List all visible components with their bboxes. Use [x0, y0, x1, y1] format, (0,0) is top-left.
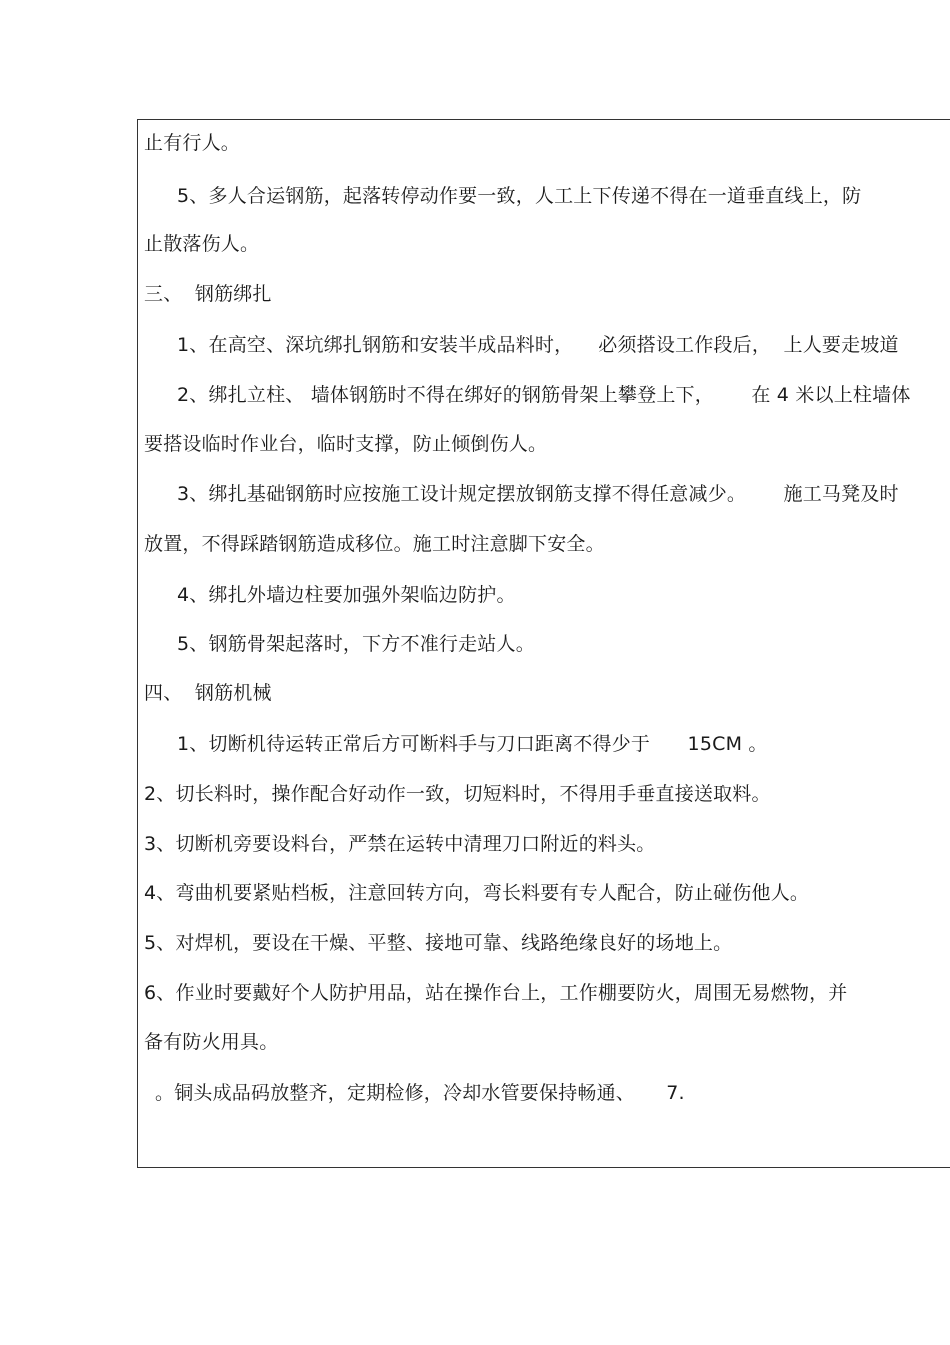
- text-line: 止散落伤人。: [144, 233, 260, 255]
- text-line: 4、弯曲机要紧贴档板，注意回转方向，弯长料要有专人配合，防止碰伤他人。: [144, 882, 810, 904]
- text-line: 止有行人。: [144, 132, 241, 154]
- text-line: 放置，不得踩踏钢筋造成移位。施工时注意脚下安全。: [144, 533, 605, 555]
- text-line: 要搭设临时作业台，临时支撑，防止倾倒伤人。: [144, 433, 548, 455]
- text-line: 3、切断机旁要设料台，严禁在运转中清理刀口附近的料头。: [144, 833, 656, 855]
- text-line: 2、切长料时，操作配合好动作一致，切短料时，不得用手垂直接送取料。: [144, 783, 771, 805]
- text-line: 1、在高空、深坑绑扎钢筋和安装半成品料时， 必须搭设工作段后， 上人要走坡道: [177, 334, 899, 356]
- section-heading: 三、 钢筋绑扎: [144, 283, 272, 305]
- text-line: 2、绑扎立柱、 墙体钢筋时不得在绑好的钢筋骨架上攀登上下， 在 4 米以上柱墙体: [177, 384, 911, 406]
- text-line: 1、切断机待运转正常后方可断料手与刀口距离不得少于 15CM 。: [177, 733, 768, 755]
- text-line: 4、绑扎外墙边柱要加强外架临边防护。: [177, 584, 516, 606]
- section-heading: 四、 钢筋机械: [144, 682, 272, 704]
- text-line: 。铜头成品码放整齐，定期检修，冷却水管要保持畅通、 7.: [155, 1082, 685, 1104]
- text-line: 5、对焊机，要设在干燥、平整、接地可靠、线路绝缘良好的场地上。: [144, 932, 733, 954]
- text-line: 5、多人合运钢筋，起落转停动作要一致，人工上下传递不得在一道垂直线上，防: [177, 185, 862, 207]
- text-line: 3、绑扎基础钢筋时应按施工设计规定摆放钢筋支撑不得任意减少。 施工马凳及时: [177, 483, 899, 505]
- text-line: 备有防火用具。: [144, 1031, 279, 1053]
- text-line: 5、钢筋骨架起落时，下方不准行走站人。: [177, 633, 535, 655]
- text-line: 6、作业时要戴好个人防护用品，站在操作台上，工作棚要防火，周围无易燃物，并: [144, 982, 848, 1004]
